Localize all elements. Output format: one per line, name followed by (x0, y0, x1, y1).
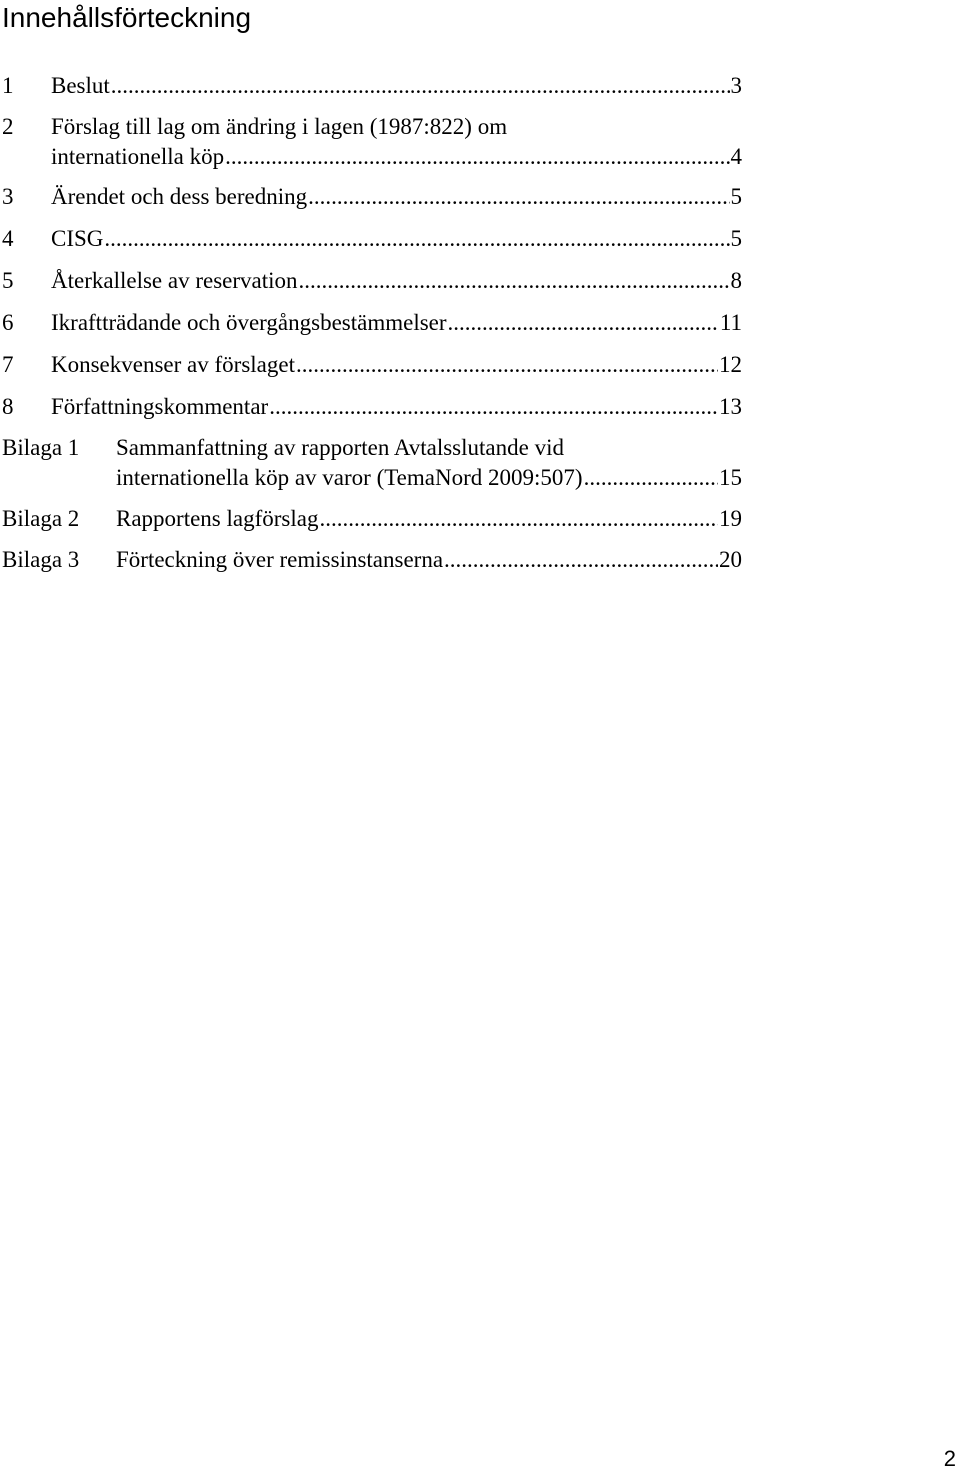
toc-entry-title: Förteckning över remissinstanserna ..... 20 (116, 545, 742, 575)
dot-leader (584, 463, 718, 493)
toc-entry-page: 5 (730, 226, 742, 251)
toc-entry-title: Författningskommentar ..... 13 (51, 392, 742, 422)
dot-leader (444, 545, 718, 575)
toc-entry-number: 5 (2, 268, 14, 293)
toc-entry-page: 5 (730, 184, 742, 209)
dot-leader (319, 504, 718, 534)
toc-entry-title: Beslut ..... 3 (51, 71, 742, 101)
toc-entry-title: CISG ..... 5 (51, 224, 742, 254)
toc-entry-number: 2 (2, 114, 14, 139)
toc-entry-page: 19 (719, 506, 742, 531)
dot-leader (111, 71, 730, 101)
toc-entry-page: 8 (730, 268, 742, 293)
dot-leader (269, 392, 718, 422)
toc-entry-number: 7 (2, 352, 14, 377)
toc-entry-page: 13 (719, 394, 742, 419)
dot-leader (308, 182, 729, 212)
toc-entry-number: 1 (2, 73, 14, 98)
toc-entry-page: 12 (719, 352, 742, 377)
dot-leader (225, 142, 729, 172)
toc-entry-title: Rapportens lagförslag ..... 19 (116, 504, 742, 534)
dot-leader (104, 224, 729, 254)
toc-entry-title: Sammanfattning av rapporten Avtalsslutande vid internationella köp av varor (TemaNord 2009:507) ..... 15 (116, 433, 742, 493)
toc-entry-number: Bilaga 3 (2, 547, 80, 572)
toc-entry-title: Återkallelse av reservation ..... 8 (51, 266, 742, 296)
toc-entry-page: 4 (730, 144, 742, 169)
toc-entry-page: 11 (719, 310, 742, 335)
toc-entry-number: Bilaga 1 (2, 435, 80, 460)
toc-entry-page: 15 (719, 465, 742, 490)
page-number: 2 (943, 1446, 956, 1471)
toc-entry-title: Konsekvenser av förslaget ..... 12 (51, 350, 742, 380)
dot-leader (296, 350, 718, 380)
toc-entry-title: Ärendet och dess beredning ..... 5 (51, 182, 742, 212)
toc-entry-number: Bilaga 2 (2, 506, 80, 531)
toc-entry-title: Ikraftträdande och övergångsbestämmelser ..... 11 (51, 308, 742, 338)
dot-leader (299, 266, 730, 296)
toc-entry-number: 3 (2, 184, 14, 209)
toc-heading: Innehållsförteckning (2, 2, 252, 33)
toc-entry-number: 6 (2, 310, 14, 335)
toc-entry-title: Förslag till lag om ändring i lagen (1987:822) om internationella köp ..... 4 (51, 112, 742, 172)
toc-entry-number: 8 (2, 394, 14, 419)
toc-entry-page: 20 (719, 547, 742, 572)
dot-leader (448, 308, 719, 338)
toc-entry-page: 3 (730, 73, 742, 98)
toc-entry-number: 4 (2, 226, 14, 251)
